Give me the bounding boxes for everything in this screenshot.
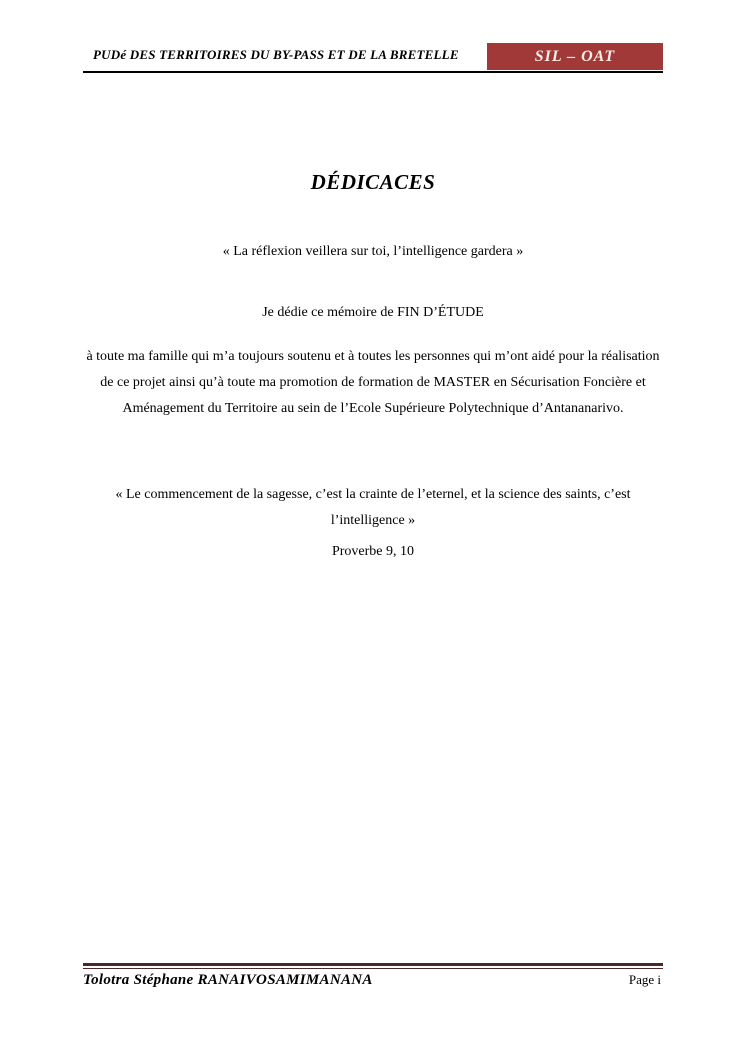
page-body xyxy=(83,0,663,560)
section-heading: DÉDICACES xyxy=(310,170,436,194)
dedication-intro: Je dédie ce mémoire de FIN D’ÉTUDE xyxy=(262,305,484,320)
quote-source: Proverbe 9, 10 xyxy=(331,544,415,559)
epigraph-quote: « La réflexion veillera sur toi, l’intelligence gardera » xyxy=(222,244,524,259)
closing-quote: « Le commencement de la sagesse, c’est la crainte de l’eternel, et la science des saints, c’est l’intelligence » xyxy=(115,487,631,528)
footer-rule-thick xyxy=(83,963,663,966)
header-badge: SIL – OAT xyxy=(487,43,663,70)
page-footer xyxy=(83,963,663,989)
footer-author: Tolotra Stéphane RANAIVOSAMIMANANA xyxy=(83,972,373,988)
footer-row xyxy=(83,972,663,989)
footer-rule-thin xyxy=(83,968,663,969)
footer-page-number: Page i xyxy=(628,972,661,987)
header-title: PUDé DES TERRITOIRES DU BY-PASS ET DE LA BRETELLE xyxy=(93,47,459,62)
dedication-paragraph: à toute ma famille qui m’a toujours soutenu et à toutes les personnes qui m’ont aidé pour la réalisation de ce projet ainsi qu’à toute ma promotion de formation de MASTER en Sécurisation Foncière et Aménagement du Territoire au sein de l’Ecole Supérieure Polytechnique d’Antananarivo. xyxy=(86,349,660,416)
